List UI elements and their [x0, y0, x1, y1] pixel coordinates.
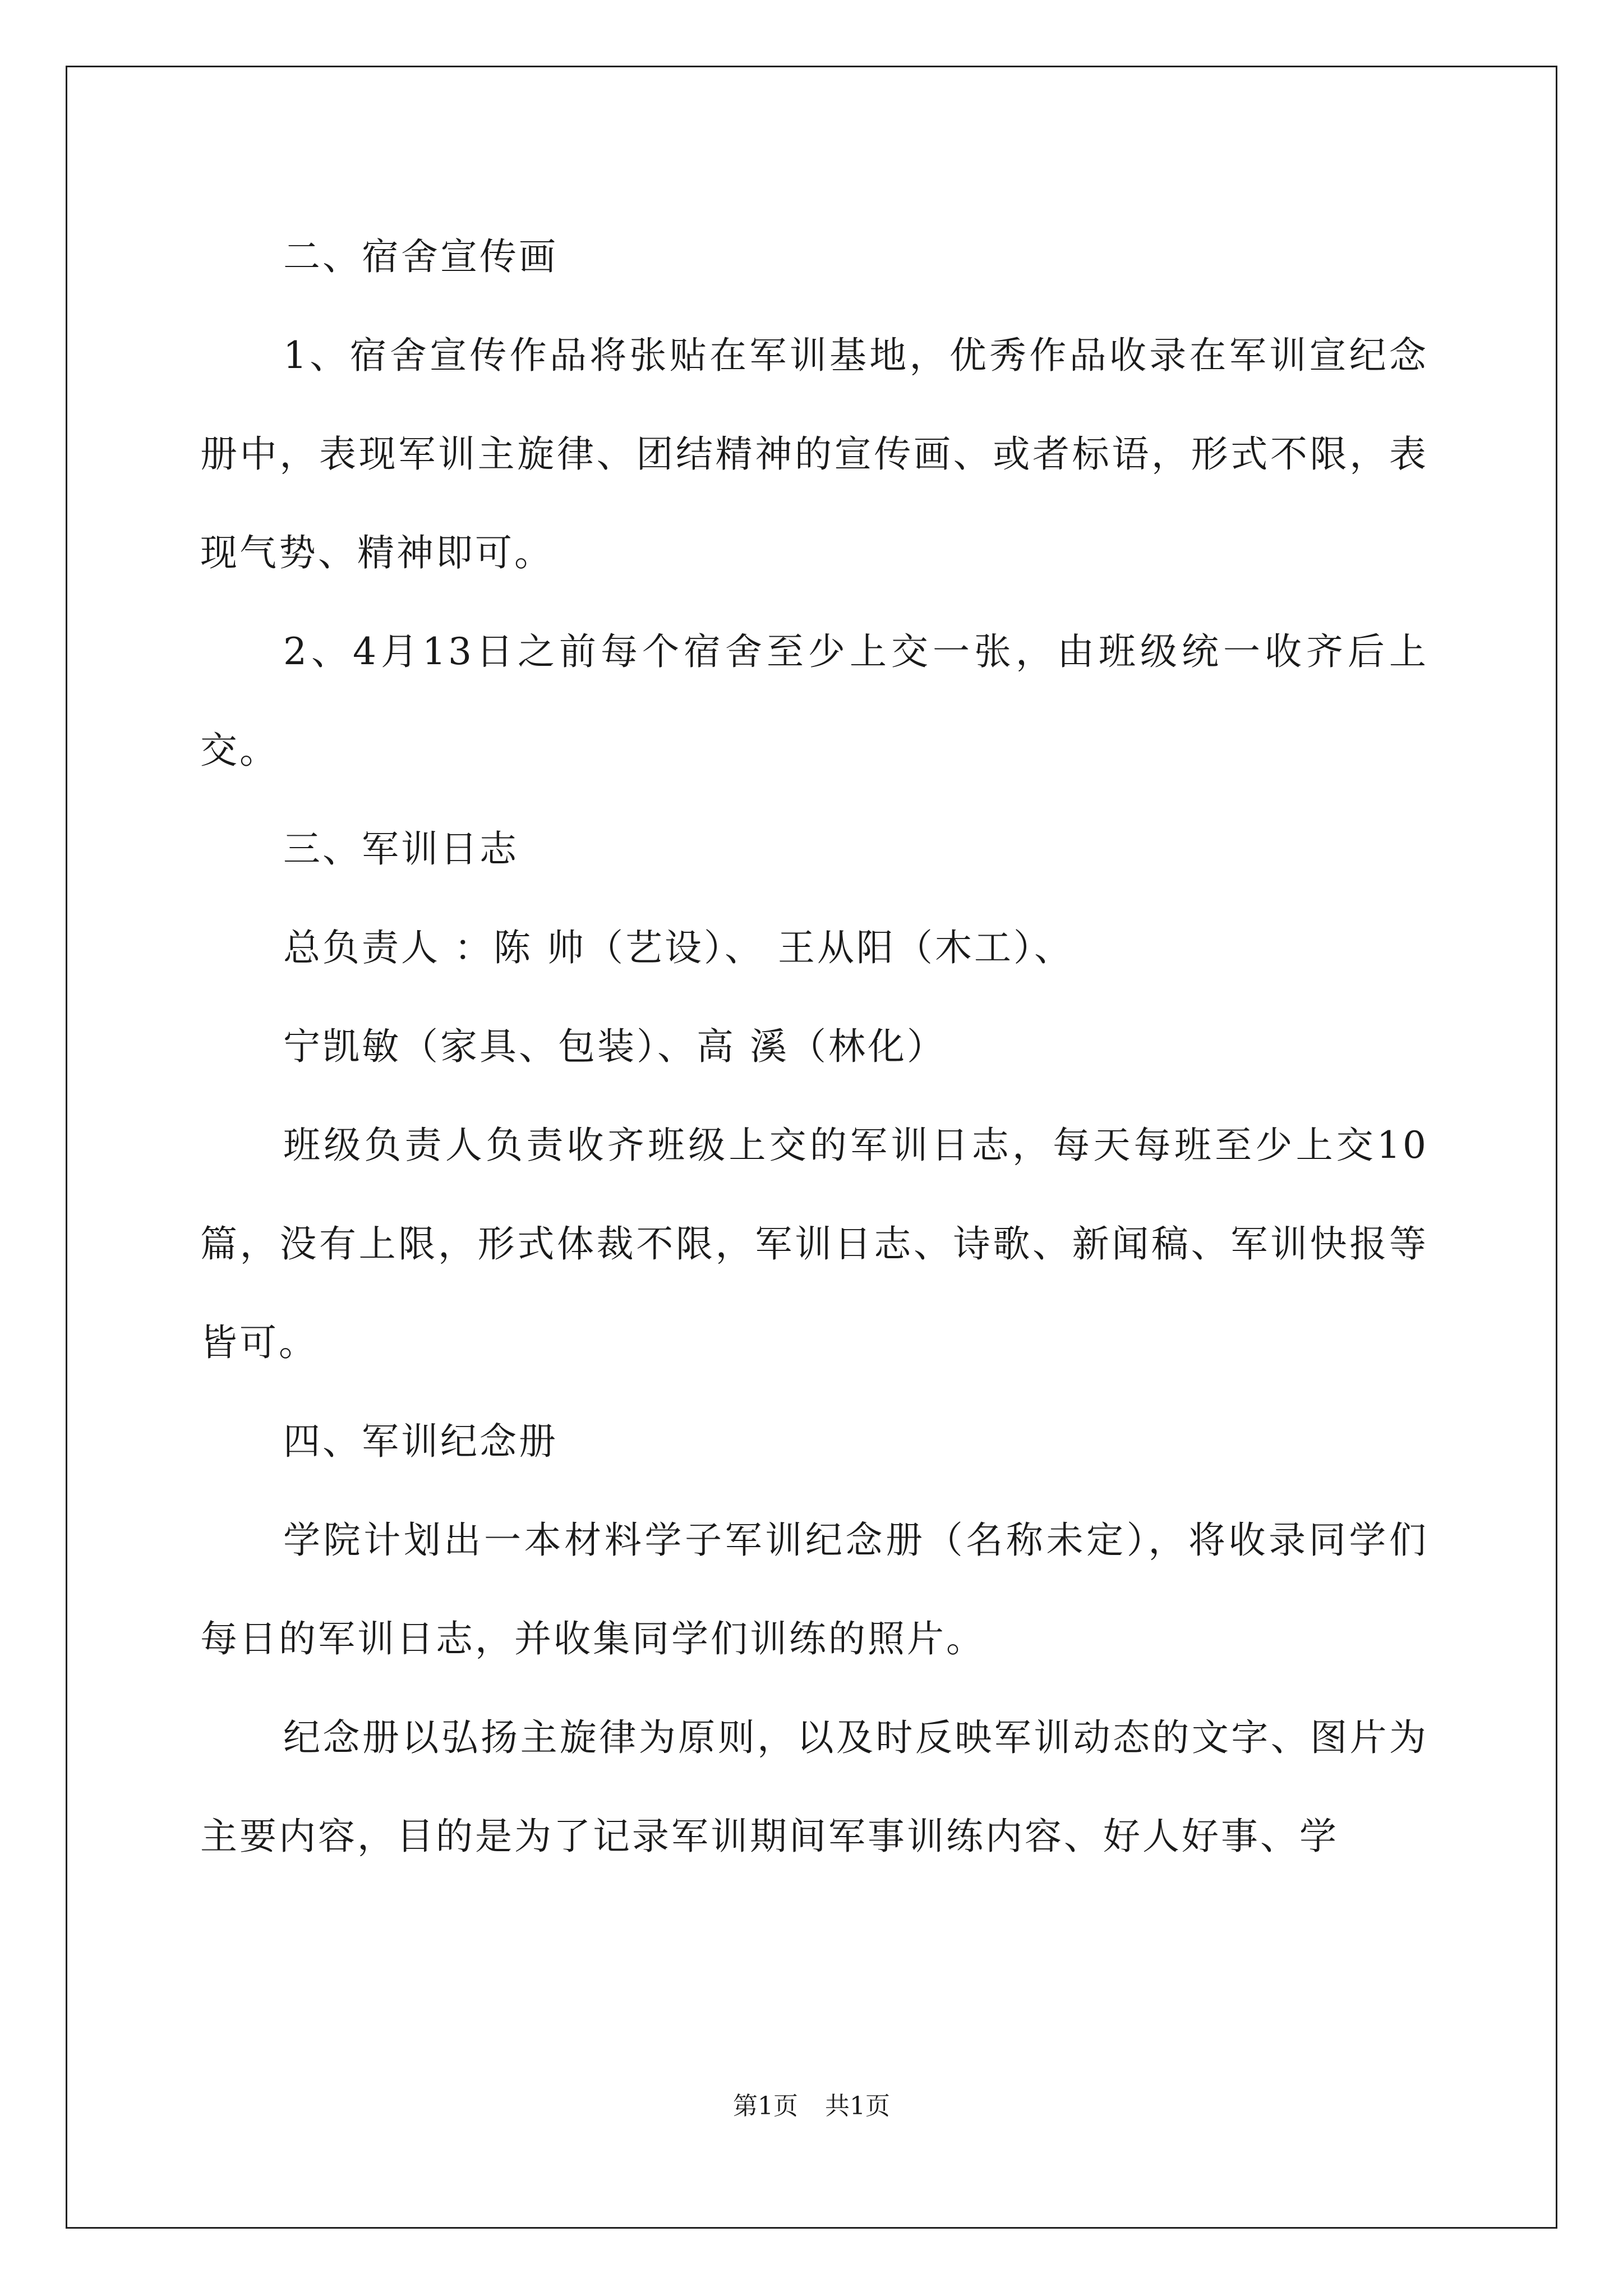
section-heading-memorial-book: 四、军训纪念册 — [283, 1420, 558, 1463]
page-number: 第1页 — [733, 2092, 798, 2120]
paragraph-leaders-line-1: 总负责人 ：陈 帅（艺设）、 王从阳（木工）、 — [283, 926, 1073, 969]
paragraph-dorm-poster-rule-2: 2、4月13日之前每个宿舍至少上交一张，由班级统一收齐后上交。 — [200, 630, 1428, 772]
paragraph-training-log-rule: 班级负责人负责收齐班级上交的军训日志，每天每班至少上交10篇，没有上限，形式体裁不限，军训日志、诗歌、新闻稿、军训快报等皆可。 — [200, 1124, 1428, 1364]
section-heading-training-log: 三、军训日志 — [283, 827, 519, 871]
page-total: 共1页 — [825, 2092, 890, 2120]
paragraph-memorial-book-content: 纪念册以弘扬主旋律为原则，以及时反映军训动态的文字、图片为主要内容，目的是为了记录军训期间军事训练内容、好人好事、学 — [200, 1716, 1428, 1858]
paragraph-dorm-poster-rule-1: 1、宿舍宣传作品将张贴在军训基地，优秀作品收录在军训宣纪念册中，表现军训主旋律、团结精神的宣传画、或者标语，形式不限，表现气势、精神即可。 — [200, 334, 1428, 574]
section-heading-dorm-poster: 二、宿舍宣传画 — [283, 235, 558, 278]
page-footer — [0, 2090, 1623, 2123]
document-body — [200, 208, 1428, 1886]
paragraph-leaders-line-2: 宁凯敏（家具、包装）、高 溪（林化） — [283, 1025, 946, 1068]
paragraph-memorial-book-plan: 学院计划出一本材料学子军训纪念册（名称未定），将收录同学们每日的军训日志，并收集同学们训练的照片。 — [200, 1519, 1428, 1660]
